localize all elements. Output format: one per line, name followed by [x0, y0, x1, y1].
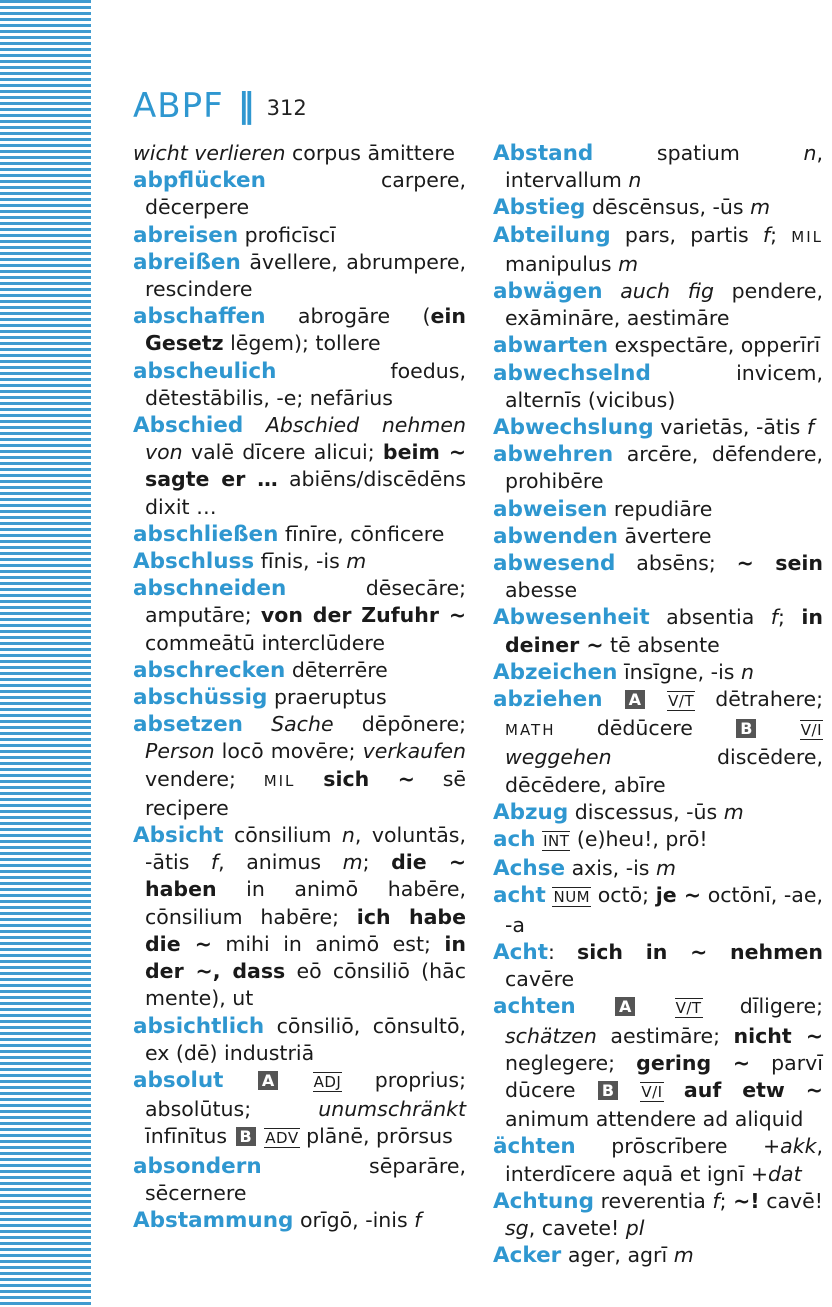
- translation-text: axis, -is: [565, 856, 656, 881]
- translation-text: animum attendere ad aliquid: [505, 1107, 804, 1132]
- part-of-speech-label: V/T: [668, 692, 695, 711]
- headword: ach: [493, 827, 536, 853]
- translation-text: commeātū interclūdere: [145, 630, 385, 655]
- translation-text: [280, 1068, 312, 1092]
- translation-text: ;: [719, 1188, 734, 1213]
- translation-text: ;: [770, 222, 792, 247]
- headword: Abwesenheit: [493, 605, 650, 631]
- dictionary-entry: [493, 882, 823, 938]
- usage-label: f: [770, 605, 778, 630]
- translation-text: dēpōnere;: [333, 712, 466, 737]
- headword: Achtung: [493, 1188, 594, 1214]
- headword: absondern: [133, 1153, 262, 1179]
- headword: abwarten: [493, 333, 609, 359]
- phrase: je ~: [655, 883, 702, 908]
- usage-label: Sache: [242, 712, 334, 737]
- dictionary-entry: [493, 140, 823, 194]
- left-column: [133, 140, 466, 1234]
- part-of-speech-label: V/I: [641, 1082, 663, 1101]
- translation-text: abesse: [505, 578, 578, 603]
- usage-label: +dat: [750, 1161, 802, 1186]
- dictionary-entry: [493, 222, 823, 278]
- usage-label: m: [618, 251, 639, 276]
- sense-marker: B: [598, 1081, 618, 1100]
- dictionary-entry: [493, 194, 823, 221]
- translation-text: pendere, exāmināre, aestimāre: [505, 279, 824, 331]
- translation-text: , voluntās, -ātis: [145, 823, 466, 875]
- dictionary-entry: [493, 993, 823, 1133]
- translation-text: orīgō, -inis: [293, 1207, 415, 1232]
- headword: Abzug: [493, 799, 569, 825]
- dictionary-entry: [133, 1153, 466, 1207]
- headword: abwechselnd: [493, 360, 651, 386]
- translation-text: sēparāre, sēcernere: [145, 1153, 466, 1205]
- part-of-speech-label: V/T: [675, 999, 702, 1018]
- headword: Abstammung: [133, 1207, 294, 1233]
- headword: abziehen: [493, 687, 603, 713]
- header-keyword: ABPF: [133, 86, 224, 126]
- dictionary-entry: [493, 939, 823, 993]
- dictionary-entry: [133, 1013, 466, 1067]
- translation-text: lēgem); tollere: [223, 331, 381, 356]
- translation-text: fīnis, -is: [254, 549, 347, 574]
- usage-label: n: [803, 141, 817, 165]
- phrase: gering ~: [636, 1050, 751, 1075]
- usage-label: n: [740, 659, 754, 684]
- usage-label: Abschied nehmen von: [145, 413, 466, 465]
- translation-text: abiēns/discēdēns dixit …: [145, 467, 466, 519]
- usage-label: pl: [625, 1215, 645, 1240]
- translation-text: [637, 994, 674, 1018]
- translation-text: pars, partis: [610, 222, 763, 247]
- usage-label: weggehen: [505, 745, 612, 770]
- headword: Abstieg: [493, 195, 586, 221]
- part-of-speech-label: ADV: [265, 1129, 299, 1148]
- dictionary-entry: [133, 711, 466, 822]
- usage-label: n: [628, 168, 642, 193]
- dictionary-entry: [493, 441, 823, 495]
- dictionary-entry: [133, 303, 466, 357]
- right-column: [493, 140, 823, 1269]
- phrase: von der Zufuhr ~: [260, 603, 466, 628]
- dictionary-entry: [133, 684, 466, 711]
- headword: abschaffen: [133, 304, 266, 330]
- headword: abreisen: [133, 222, 239, 248]
- headword: abwägen: [493, 279, 603, 305]
- sense-marker: B: [736, 719, 756, 738]
- usage-label: auch fig: [602, 279, 714, 304]
- translation-text: praeruptus: [267, 685, 387, 710]
- translation-text: īnfīnītus: [145, 1124, 234, 1149]
- translation-text: dēdūcere: [555, 716, 735, 741]
- translation-text: octōnī, -ae, -a: [505, 883, 823, 937]
- part-of-speech-label: NUM: [553, 888, 591, 907]
- headword: absichtlich: [133, 1013, 265, 1039]
- headword: Abschluss: [133, 549, 255, 575]
- part-of-speech-label: V/I: [800, 721, 822, 740]
- dictionary-entry: [133, 657, 466, 684]
- headword: Achse: [493, 856, 566, 882]
- translation-text: [620, 1078, 640, 1102]
- dictionary-entry: [493, 659, 823, 686]
- translation-text: īnsīgne, -is: [617, 659, 741, 684]
- headword: Absicht: [133, 823, 224, 849]
- phrase: ich habe die ~: [145, 904, 466, 956]
- translation-text: varietās, -ātis: [653, 415, 807, 440]
- headword: Abteilung: [493, 222, 611, 248]
- usage-label: m: [346, 549, 367, 574]
- headword: achten: [493, 994, 576, 1020]
- translation-text: neglegere;: [505, 1050, 637, 1075]
- translation-text: prōscrībere: [575, 1134, 763, 1159]
- dictionary-entry: [133, 358, 466, 412]
- headword: abweisen: [493, 496, 608, 522]
- usage-label: n: [341, 823, 355, 848]
- translation-text: [576, 994, 613, 1018]
- phrase: ~!: [733, 1188, 760, 1213]
- translation-text: [603, 687, 623, 711]
- translation-text: ;: [362, 850, 392, 875]
- usage-label: m: [656, 856, 676, 881]
- sense-marker: A: [615, 997, 635, 1016]
- translation-text: ager, agrī: [561, 1243, 674, 1268]
- translation-text: (e)heu!, prō!: [570, 827, 708, 852]
- usage-label: m: [723, 799, 744, 824]
- page-number: 312: [266, 96, 307, 120]
- usage-label: Person: [145, 739, 215, 764]
- headword: abwehren: [493, 442, 614, 468]
- headword: Acht: [493, 939, 548, 965]
- translation-text: cavēre: [505, 967, 575, 992]
- dictionary-entry: [493, 855, 823, 882]
- translation-text: proficīscī: [238, 222, 336, 247]
- translation-text: vendere;: [145, 766, 264, 791]
- dictionary-entry: [493, 332, 823, 359]
- phrase: sich ~: [323, 766, 415, 791]
- headword: absetzen: [133, 712, 243, 738]
- translation-text: [758, 716, 799, 740]
- translation-text: āvertere: [617, 523, 712, 548]
- dictionary-entry: [493, 799, 823, 826]
- dictionary-entry: [133, 1067, 466, 1153]
- headword: Abwechslung: [493, 415, 654, 441]
- translation-text: , interdīcere aquā et ignī: [505, 1134, 823, 1186]
- translation-text: plānē, prōrsus: [299, 1124, 453, 1149]
- usage-label: m: [750, 195, 771, 220]
- domain-label: MATH: [505, 721, 556, 740]
- sense-marker: B: [236, 1127, 256, 1146]
- translation-text: eō cōnsiliō (hāc mente), ut: [145, 959, 466, 1011]
- phrase: die ~ haben: [145, 850, 466, 902]
- usage-label: f: [806, 415, 815, 440]
- dictionary-entry: [133, 222, 466, 249]
- header-divider: ‖: [237, 86, 255, 126]
- headword: abwesend: [493, 551, 616, 577]
- translation-text: spatium: [593, 141, 804, 165]
- usage-label: f: [414, 1207, 422, 1232]
- translation-text: cōnsilium: [223, 823, 342, 848]
- headword: abpflücken: [133, 168, 266, 194]
- dictionary-entry: [133, 521, 466, 548]
- sense-marker: A: [625, 690, 645, 709]
- headword: abscheulich: [133, 358, 277, 384]
- phrase: auf etw ~: [683, 1077, 823, 1102]
- headword: acht: [493, 883, 546, 909]
- headword: ächten: [493, 1134, 576, 1160]
- domain-label: MIL: [791, 227, 823, 246]
- usage-label: schätzen: [505, 1023, 597, 1048]
- dictionary-entry: [493, 1242, 823, 1269]
- usage-label: m: [673, 1243, 694, 1268]
- dictionary-entry: [493, 523, 823, 550]
- usage-label: unumschränkt: [318, 1097, 466, 1122]
- phrase: sich in ~ nehmen: [577, 939, 823, 964]
- part-of-speech-label: ADJ: [313, 1072, 342, 1091]
- translation-text: :: [547, 939, 578, 964]
- phrase: in der ~, dass: [145, 931, 466, 984]
- dictionary-entry: [133, 140, 466, 167]
- translation-text: corpus āmittere: [285, 141, 455, 165]
- dictionary-entry: [133, 575, 466, 657]
- translation-text: , animus: [218, 850, 343, 875]
- translation-text: carpere, dēcerpere: [145, 168, 466, 220]
- translation-text: proprius; absolūtus;: [145, 1067, 466, 1122]
- phrase: ~ sein: [736, 551, 823, 576]
- headword: Abzeichen: [493, 659, 618, 685]
- headword: Abschied: [133, 413, 244, 439]
- translation-text: aestimāre;: [596, 1023, 734, 1048]
- dictionary-entry: [133, 1207, 466, 1234]
- translation-text: valē dīcere alicui;: [182, 440, 383, 465]
- translation-text: reverentia: [593, 1188, 713, 1213]
- translation-text: , cavete!: [528, 1215, 626, 1240]
- translation-text: , intervallum: [505, 141, 823, 193]
- usage-label: f: [712, 1188, 720, 1213]
- dictionary-entry: [493, 496, 823, 523]
- usage-label: f: [210, 850, 219, 875]
- translation-text: exspectāre, opperīrī: [608, 333, 821, 358]
- sense-marker: A: [258, 1071, 278, 1090]
- dictionary-entry: [493, 604, 823, 658]
- usage-label: verkaufen: [362, 739, 466, 764]
- translation-text: locō movēre;: [214, 739, 363, 764]
- translation-text: invicem, alternīs (vicibus): [505, 360, 823, 412]
- translation-text: cōnsiliō, cōnsultō, ex (dē) industriā: [145, 1013, 466, 1065]
- dictionary-entry: [493, 550, 823, 604]
- translation-text: [664, 1078, 684, 1102]
- translation-text: foedus, dētestābilis, -e; nefārius: [145, 358, 466, 410]
- headword: Acker: [493, 1243, 562, 1269]
- translation-text: tē absente: [603, 632, 720, 657]
- translation-text: repudiāre: [607, 496, 713, 521]
- headword: abschrecken: [133, 657, 286, 683]
- headword: absolut: [133, 1067, 224, 1093]
- headword: Abstand: [493, 141, 594, 166]
- translation-text: octō;: [591, 883, 656, 908]
- dictionary-entry: [493, 1188, 823, 1242]
- translation-text: absentia: [649, 605, 771, 630]
- phrase: ein Gesetz: [145, 304, 466, 356]
- usage-label: wicht verlieren: [133, 141, 286, 165]
- translation-text: dīligere;: [702, 994, 823, 1019]
- translation-text: manipulus: [505, 251, 619, 276]
- translation-text: [223, 1068, 255, 1092]
- headword: abschließen: [133, 521, 279, 547]
- headword: abschneiden: [133, 576, 287, 602]
- part-of-speech-label: INT: [543, 832, 570, 851]
- dictionary-entry: [493, 686, 823, 799]
- translation-text: dēterrēre: [285, 657, 388, 682]
- decorative-stripe-bar: [0, 0, 91, 1307]
- headword: abreißen: [133, 249, 241, 275]
- headword: abwenden: [493, 523, 618, 549]
- translation-text: [647, 687, 667, 711]
- dictionary-entry: [133, 412, 466, 521]
- phrase: beim ~ sagte er …: [145, 440, 466, 492]
- dictionary-entry: [493, 1133, 823, 1187]
- domain-label: MIL: [263, 771, 296, 790]
- headword: abschüssig: [133, 685, 268, 711]
- translation-text: fīnīre, cōnficere: [278, 521, 445, 546]
- translation-text: āvellere, abrumpere, rescindere: [145, 249, 466, 302]
- dictionary-entry: [133, 822, 466, 1012]
- usage-label: f: [762, 222, 771, 247]
- dictionary-entry: [133, 548, 466, 575]
- phrase: in deiner ~: [505, 605, 823, 657]
- dictionary-entry: [493, 414, 823, 441]
- translation-text: absēns;: [615, 551, 737, 576]
- translation-text: abrogāre (: [265, 304, 431, 329]
- dictionary-entry: [133, 167, 466, 221]
- usage-label: +akk: [762, 1134, 817, 1159]
- translation-text: dēscēnsus, -ūs: [585, 195, 751, 220]
- translation-text: in animō habēre, cōnsilium habēre;: [145, 877, 466, 929]
- usage-label: sg: [505, 1215, 529, 1240]
- translation-text: discessus, -ūs: [568, 799, 724, 824]
- dictionary-entry: [133, 249, 466, 303]
- dictionary-entry: [493, 826, 823, 855]
- dictionary-entry: [493, 278, 823, 332]
- translation-text: parvī dūcere: [505, 1050, 823, 1102]
- translation-text: dēsecāre; amputāre;: [145, 576, 466, 628]
- page-header: [133, 86, 307, 130]
- translation-text: dētrahere;: [695, 687, 823, 712]
- translation-text: cavē!: [759, 1188, 824, 1213]
- translation-text: ;: [778, 605, 802, 630]
- usage-label: m: [342, 850, 363, 875]
- dictionary-entry: [493, 360, 823, 414]
- translation-text: [295, 767, 323, 791]
- translation-text: discēdere, dēcēdere, abīre: [505, 745, 823, 797]
- translation-text: mihi in animō est;: [211, 931, 445, 956]
- phrase: nicht ~: [733, 1023, 823, 1048]
- translation-text: sē recipere: [145, 766, 466, 820]
- translation-text: arcēre, dēfendere, prohibēre: [505, 442, 823, 494]
